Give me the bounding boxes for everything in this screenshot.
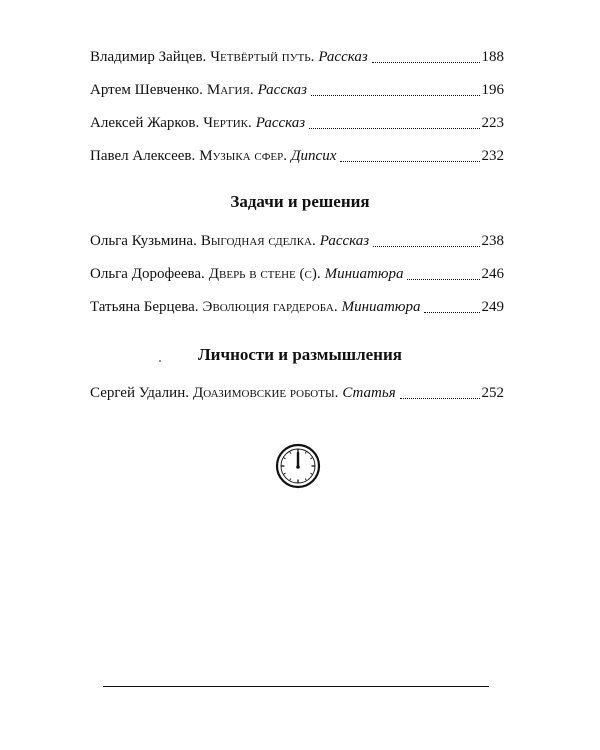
dot-leader bbox=[372, 61, 480, 63]
toc-entry bbox=[90, 264, 504, 284]
entry-page-number: 246 bbox=[481, 266, 504, 282]
entry-page-number: 238 bbox=[481, 233, 504, 249]
entry-author: Павел Алексеев. bbox=[90, 148, 196, 164]
toc-entry bbox=[90, 297, 504, 317]
entry-genre: Рассказ bbox=[255, 115, 306, 131]
clock-icon bbox=[275, 443, 321, 489]
entry-author: Артем Шевченко. bbox=[90, 82, 203, 98]
dot-leader bbox=[424, 311, 479, 313]
entry-author: Ольга Кузьмина. bbox=[90, 233, 197, 249]
entry-title: Четвёртый путь. bbox=[210, 49, 315, 65]
dot-leader bbox=[340, 160, 479, 162]
section-heading: Задачи и решения bbox=[230, 192, 370, 211]
entry-page-number: 196 bbox=[481, 82, 504, 98]
toc-entry bbox=[90, 231, 504, 251]
dot-leader bbox=[311, 94, 480, 96]
dot-leader bbox=[309, 127, 479, 129]
entry-author: Ольга Дорофеева. bbox=[90, 266, 205, 282]
entry-author: Алексей Жарков. bbox=[90, 115, 200, 131]
dot-leader bbox=[400, 397, 480, 399]
entry-genre: Рассказ bbox=[257, 82, 307, 98]
entry-title: Эволюция гардероба. bbox=[202, 299, 338, 315]
toc-entry bbox=[90, 113, 504, 133]
entry-page-number: 252 bbox=[481, 385, 504, 401]
toc-entry bbox=[90, 146, 504, 166]
entry-title: Выгодная сделка. bbox=[200, 233, 316, 249]
dot-leader bbox=[407, 278, 479, 280]
entry-title: Доазимовские роботы. bbox=[192, 385, 339, 401]
entry-page-number: 249 bbox=[481, 299, 504, 315]
entry-genre: Рассказ bbox=[319, 233, 370, 249]
entry-author: Владимир Зайцев. bbox=[90, 49, 207, 65]
entry-author: Сергей Удалин. bbox=[90, 385, 189, 401]
dot-leader bbox=[373, 245, 479, 247]
entry-genre: Статья bbox=[342, 385, 396, 401]
entry-genre: Миниатюра bbox=[341, 299, 421, 315]
entry-title: Магия. bbox=[206, 82, 254, 98]
entry-page-number: 232 bbox=[481, 148, 504, 164]
entry-page-number: 223 bbox=[481, 115, 504, 131]
entry-title: Чертик. bbox=[203, 115, 252, 131]
entry-genre: Дипсих bbox=[291, 148, 337, 164]
entry-title: Дверь в стене (с). bbox=[208, 266, 321, 282]
entry-author: Татьяна Берцева. bbox=[90, 299, 199, 315]
toc-entry bbox=[90, 47, 504, 67]
entry-page-number: 188 bbox=[481, 49, 504, 65]
toc-entry bbox=[90, 383, 504, 403]
footer-rule bbox=[103, 686, 489, 687]
entry-genre: Миниатюра bbox=[324, 266, 404, 282]
toc-entry bbox=[90, 80, 504, 100]
entry-genre: Рассказ bbox=[318, 49, 368, 65]
entry-title: Музыка сфер. bbox=[199, 148, 287, 164]
section-heading: Личности и размышления bbox=[198, 345, 402, 364]
